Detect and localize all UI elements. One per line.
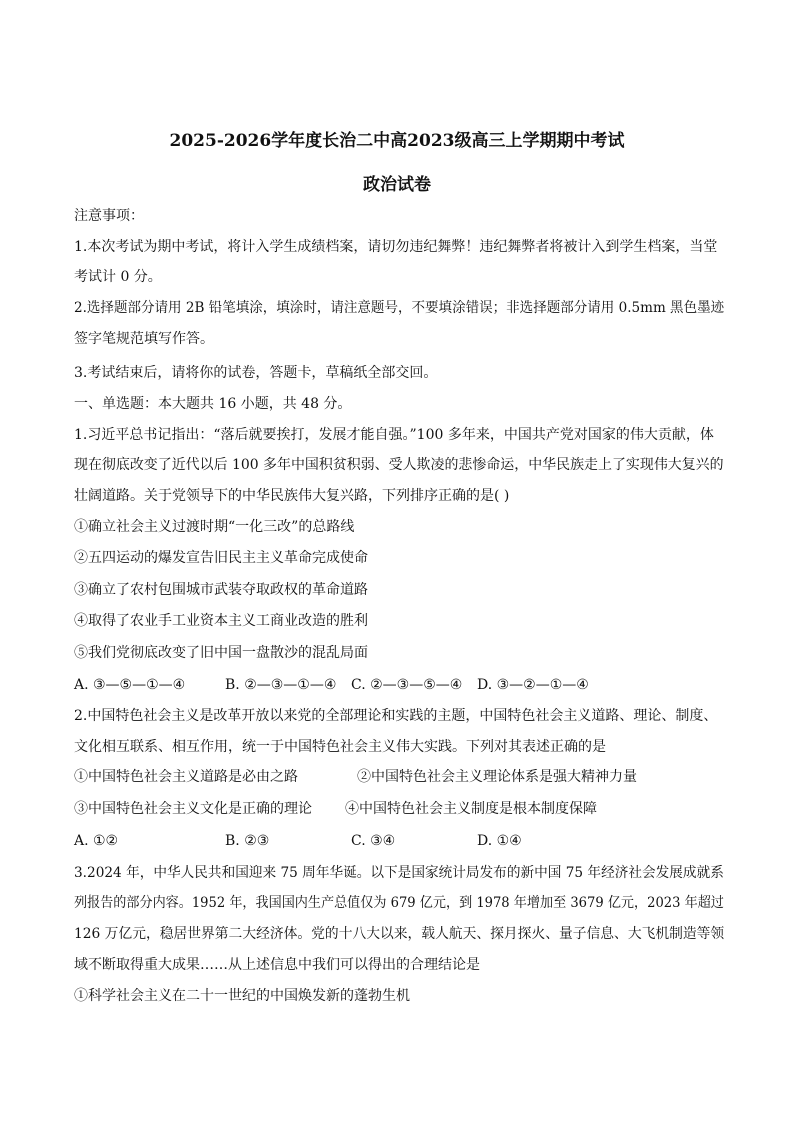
- q2-option-d[interactable]: D. ①④: [477, 833, 522, 849]
- notice-item-2-line-1: 2.选择题部分请用 2B 铅笔填涂，填涂时，请注意题号，不要填涂错误；非选择题部分请用 0.5mm 黑色墨迹: [74, 300, 725, 316]
- exam-subtitle: 政治试卷: [363, 175, 431, 195]
- q1-item-5: ⑤我们党彻底改变了旧中国一盘散沙的混乱局面: [74, 645, 368, 661]
- q2-item-4: ④中国特色社会主义制度是根本制度保障: [345, 801, 597, 817]
- q2-option-a[interactable]: A. ①②: [74, 833, 119, 849]
- q3-stem-line-3: 126 万亿元，稳居世界第二大经济体。党的十八大以来，载人航天、探月探火、量子信息、大飞机制造等领: [74, 926, 725, 942]
- q1-stem-line-2: 现在彻底改变了近代以后 100 多年中国积贫积弱、受人欺凌的悲惨命运，中华民族走上了实现伟大复兴的: [74, 457, 724, 473]
- q2-option-c[interactable]: C. ③④: [351, 833, 396, 849]
- notice-item-1-line-2: 考试计 0 分。: [74, 269, 162, 285]
- notice-item-3: 3.考试结束后，请将你的试卷，答题卡，草稿纸全部交回。: [74, 365, 438, 381]
- q1-stem-line-1: 1.习近平总书记指出：“落后就要挨打，发展才能自强。”100 多年来，中国共产党对国家的伟大贡献，体: [74, 427, 714, 443]
- q1-option-d[interactable]: D. ③—②—①—④: [477, 677, 589, 693]
- q2-item-3: ③中国特色社会主义文化是正确的理论: [74, 801, 312, 817]
- q1-option-c[interactable]: C. ②—③—⑤—④: [351, 677, 463, 693]
- q2-stem-line-2: 文化相互联系、相互作用，统一于中国特色社会主义伟大实践。下列对其表述正确的是: [74, 739, 606, 755]
- exam-title: 2025-2026学年度长治二中高2023级高三上学期期中考试: [169, 131, 625, 151]
- q1-stem-line-3: 壮阔道路。关于党领导下的中华民族伟大复兴路，下列排序正确的是( ): [74, 488, 510, 504]
- q1-item-1: ①确立社会主义过渡时期“一化三改”的总路线: [74, 519, 355, 535]
- q1-option-a[interactable]: A. ③—⑤—①—④: [74, 677, 186, 693]
- q1-item-3: ③确立了农村包围城市武装夺取政权的革命道路: [74, 582, 368, 598]
- notice-item-1-line-1: 1.本次考试为期中考试，将计入学生成绩档案，请切勿违纪舞弊！违纪舞弊者将被计入到学生档案，当堂: [74, 239, 718, 255]
- q3-item-1: ①科学社会主义在二十一世纪的中国焕发新的蓬勃生机: [74, 988, 410, 1004]
- q1-item-4: ④取得了农业手工业资本主义工商业改造的胜利: [74, 613, 368, 629]
- q2-option-b[interactable]: B. ②③: [225, 833, 270, 849]
- section-heading: 一、单选题：本大题共 16 小题，共 48 分。: [74, 396, 352, 412]
- q1-item-2: ②五四运动的爆发宣告旧民主主义革命完成使命: [74, 550, 368, 566]
- notice-item-2-line-2: 签字笔规范填写作答。: [74, 331, 214, 347]
- q3-stem-line-4: 域不断取得重大成果……从上述信息中我们可以得出的合理结论是: [74, 957, 480, 973]
- q2-item-2: ②中国特色社会主义理论体系是强大精神力量: [357, 769, 637, 785]
- q3-stem-line-1: 3.2024 年，中华人民共和国迎来 75 周年华诞。以下是国家统计局发布的新中国 75 年经济社会发展成就系: [74, 865, 724, 881]
- q2-stem-line-1: 2.中国特色社会主义是改革开放以来党的全部理论和实践的主题，中国特色社会主义道路、理论、制度、: [74, 708, 718, 724]
- q2-item-1: ①中国特色社会主义道路是必由之路: [74, 769, 298, 785]
- q3-stem-line-2: 列报告的部分内容。1952 年，我国国内生产总值仅为 679 亿元，到 1978 年增加至 3679 亿元，2023 年超过: [74, 895, 724, 911]
- q1-option-b[interactable]: B. ②—③—①—④: [225, 677, 337, 693]
- notice-heading: 注意事项：: [74, 208, 144, 224]
